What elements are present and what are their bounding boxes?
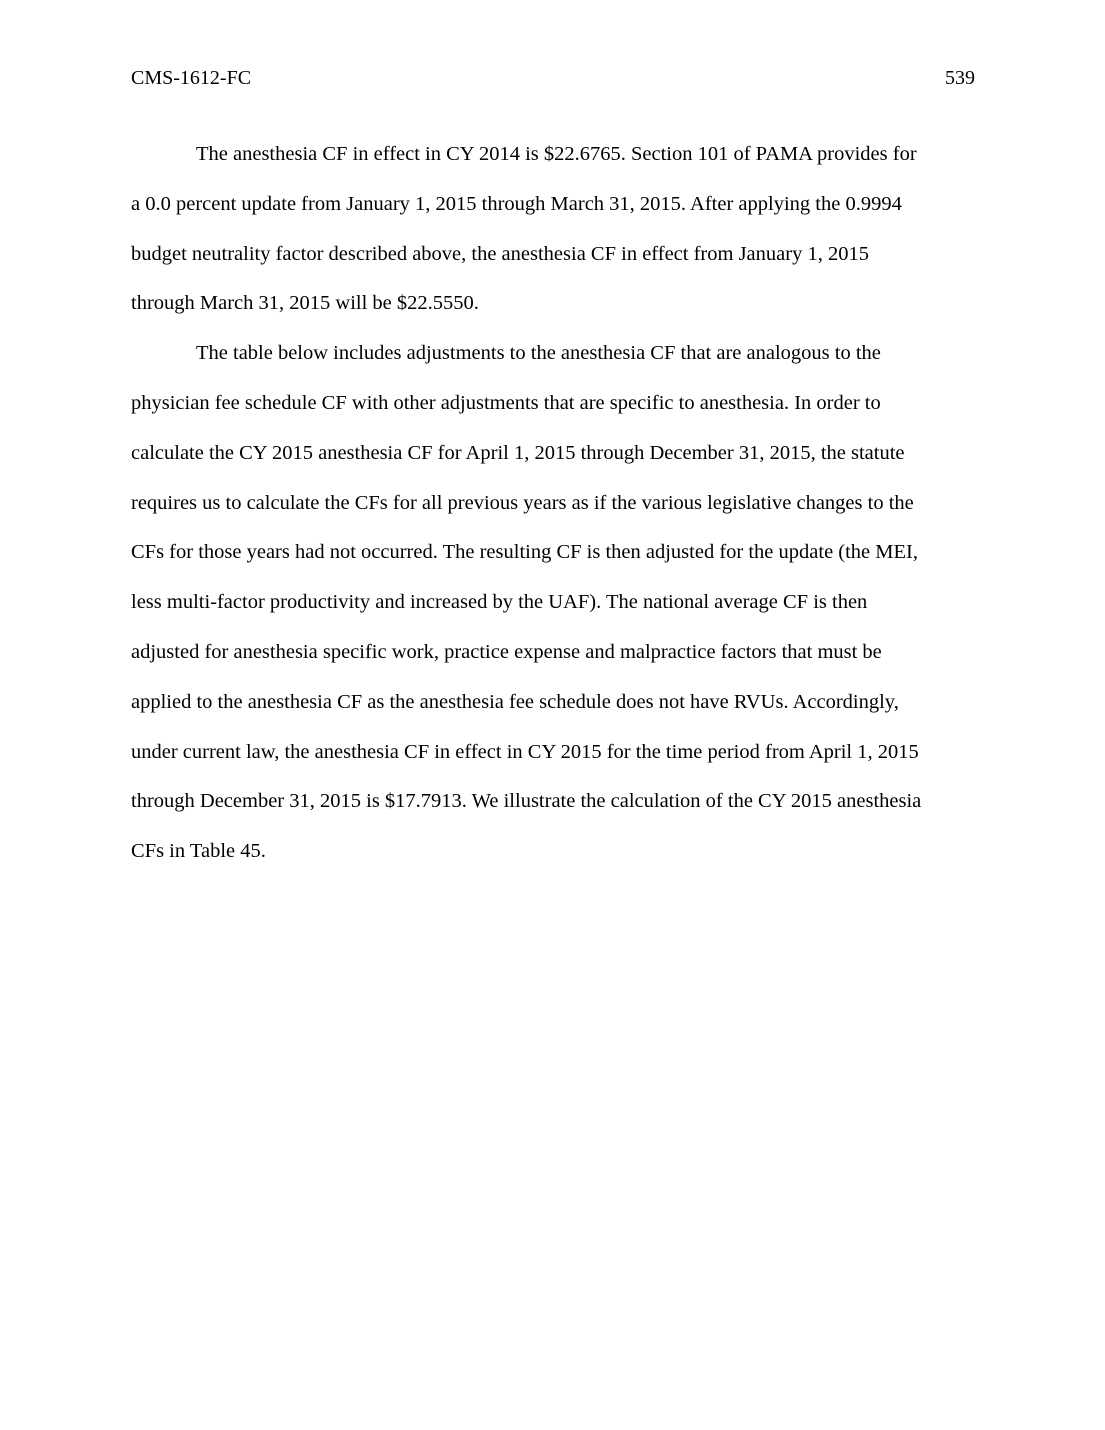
- page-number: 539: [945, 67, 975, 89]
- text-line: applied to the anesthesia CF as the anesthesia fee schedule does not have RVUs. Accordingly,: [131, 690, 899, 713]
- body-text: [131, 130, 981, 877]
- text-line: through March 31, 2015 will be $22.5550.: [131, 292, 479, 315]
- paragraph-2: [131, 329, 981, 877]
- text-line: physician fee schedule CF with other adjustments that are specific to anesthesia. In order to: [131, 391, 881, 414]
- text-line: a 0.0 percent update from January 1, 2015 through March 31, 2015. After applying the 0.9994: [131, 192, 902, 215]
- text-line: less multi-factor productivity and increased by the UAF). The national average CF is then: [131, 591, 868, 614]
- text-line: through December 31, 2015 is $17.7913. We illustrate the calculation of the CY 2015 anesthesia: [131, 790, 922, 813]
- text-line: CFs in Table 45.: [131, 840, 266, 863]
- paragraph-1: [131, 130, 981, 329]
- text-line: requires us to calculate the CFs for all previous years as if the various legislative changes to the: [131, 491, 914, 514]
- text-line: The anesthesia CF in effect in CY 2014 is $22.6765. Section 101 of PAMA provides for: [196, 143, 917, 165]
- text-line: budget neutrality factor described above, the anesthesia CF in effect from January 1, 2015: [131, 242, 869, 265]
- text-line: adjusted for anesthesia specific work, practice expense and malpractice factors that must be: [131, 640, 882, 663]
- document-id: CMS-1612-FC: [131, 67, 252, 89]
- text-line: The table below includes adjustments to the anesthesia CF that are analogous to the: [196, 342, 881, 365]
- text-line: calculate the CY 2015 anesthesia CF for April 1, 2015 through December 31, 2015, the statute: [131, 441, 905, 464]
- text-line: under current law, the anesthesia CF in effect in CY 2015 for the time period from April 1, 2015: [131, 740, 919, 763]
- text-line: CFs for those years had not occurred. The resulting CF is then adjusted for the update (the MEI,: [131, 541, 918, 564]
